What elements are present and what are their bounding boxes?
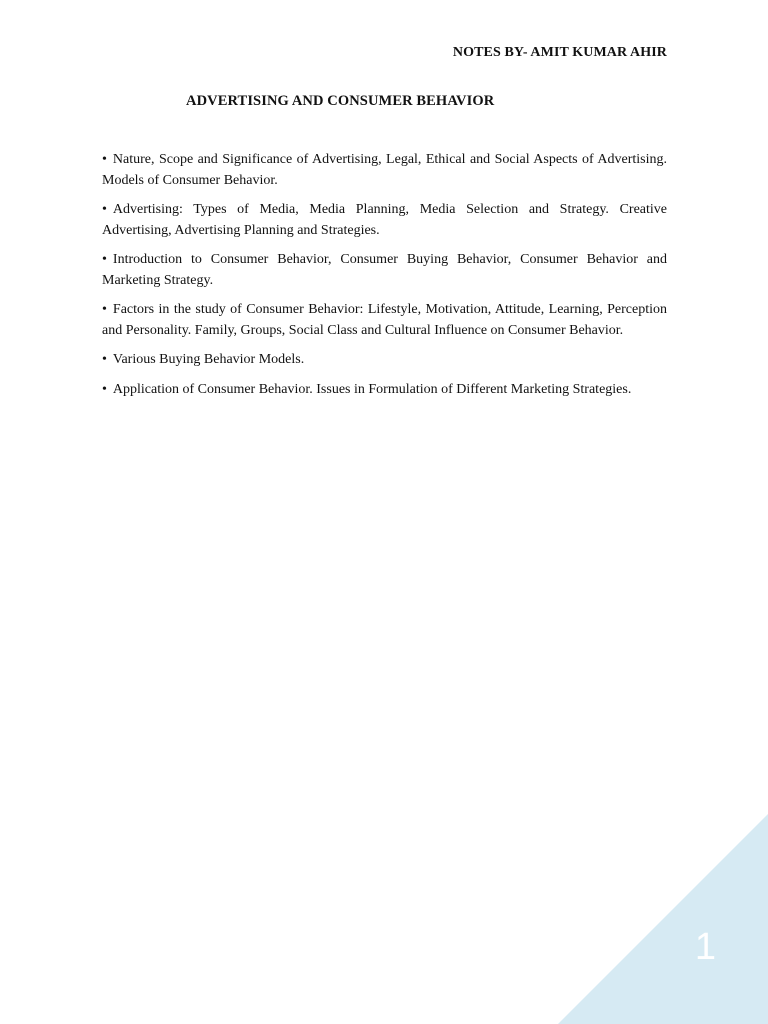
topic-text: Advertising: Types of Media, Media Planning, Media Selection and Strategy. Creative Advertising, Advertising Planning and Strategies. <box>102 202 667 238</box>
bullet-icon: • <box>102 352 107 367</box>
page-title: ADVERTISING AND CONSUMER BEHAVIOR <box>186 93 495 109</box>
bullet-icon: • <box>102 381 107 397</box>
bullet-icon: • <box>102 152 107 167</box>
page-corner-decoration <box>558 814 768 1024</box>
bullet-icon: • <box>102 252 107 267</box>
topic-text: Introduction to Consumer Behavior, Consumer Buying Behavior, Consumer Behavior and Marketing Strategy. <box>102 252 667 288</box>
list-item <box>102 350 667 371</box>
corner-triangle-icon <box>558 814 768 1024</box>
list-item <box>102 250 667 291</box>
bullet-icon: • <box>102 302 107 317</box>
topic-list <box>102 150 667 409</box>
bullet-icon: • <box>102 202 107 217</box>
list-item <box>102 200 667 241</box>
topic-text: Various Buying Behavior Models. <box>112 352 305 367</box>
list-item <box>102 300 667 341</box>
topic-text: Nature, Scope and Significance of Advertising, Legal, Ethical and Social Aspects of Advertising. Models of Consumer Behavior. <box>102 152 667 188</box>
list-item <box>102 380 667 401</box>
notes-author-header: NOTES BY- AMIT KUMAR AHIR <box>452 45 667 60</box>
page-number: 1 <box>694 926 716 968</box>
topic-text: Factors in the study of Consumer Behavior: Lifestyle, Motivation, Attitude, Learning, Perception and Personality. Family, Groups, Social Class and Cultural Influence on Consumer Behavior. <box>102 302 667 338</box>
list-item <box>102 150 667 191</box>
topic-text: Application of Consumer Behavior. Issues in Formulation of Different Marketing Strategies. <box>112 381 632 397</box>
